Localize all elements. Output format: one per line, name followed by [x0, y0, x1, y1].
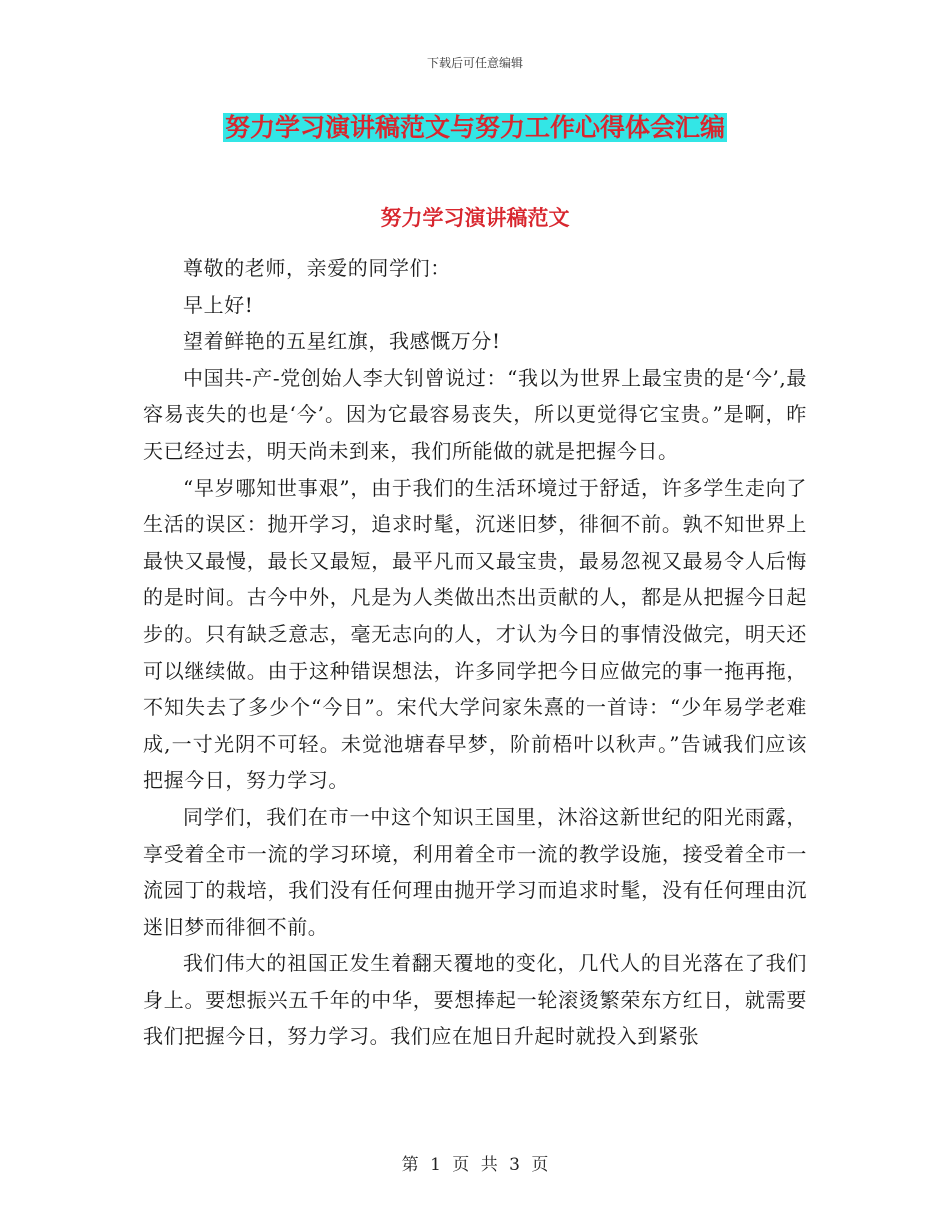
body-text [143, 250, 807, 1055]
paragraph: 中国共-产-党创始人李大钊曾说过：“我以为世界上最宝贵的是‘今’,最容易丧失的也是‘今’。因为它最容易丧失，所以更觉得它宝贵。”是啊，昨天已经过去，明天尚未到来，我们所能做的就是把握今日。 [143, 365, 807, 463]
document-title-text: 努力学习演讲稿范文与努力工作心得体会汇编 [224, 113, 725, 142]
section-title: 努力学习演讲稿范文 [380, 205, 570, 230]
paragraph: 我们伟大的祖国正发生着翻天覆地的变化，几代人的目光落在了我们身上。要想振兴五千年的中华，要想捧起一轮滚烫繁荣东方红日，就需要我们把握今日，努力学习。我们应在旭日升起时就投入到紧张 [143, 951, 807, 1049]
paragraph: 早上好! [183, 292, 254, 317]
paragraph: “早岁哪知世事艰”，由于我们的生活环境过于舒适，许多学生走向了生活的误区：抛开学习，追求时髦，沉迷旧梦，徘徊不前。孰不知世界上最快又最慢，最长又最短，最平凡而又最宝贵，最易忽视又最易令人后悔的是时间。古今中外，凡是为人类做出杰出贡献的人，都是从把握今日起步的。只有缺乏意志，毫无志向的人，才认为今日的事情没做完，明天还可以继续做。由于这种错误想法，许多同学把今日应做完的事一拖再拖，不知失去了多少个“今日”。宋代大学问家朱熹的一首诗：“少年易学老难成,一寸光阴不可轻。未觉池塘春早梦，阶前梧叶以秋声。”告诫我们应该把握今日，努力学习。 [143, 475, 807, 793]
paragraph: 同学们，我们在市一中这个知识王国里，沐浴这新世纪的阳光雨露，享受着全市一流的学习环境，利用着全市一流的教学设施，接受着全市一流园丁的栽培，我们没有任何理由抛开学习而追求时髦，没有任何理由沉迷旧梦而徘徊不前。 [143, 804, 807, 939]
header-note: 下载后可任意编辑 [426, 56, 523, 70]
page-footer: 第 1 页 共 3 页 [401, 1155, 549, 1175]
paragraph: 尊敬的老师，亲爱的同学们： [183, 256, 451, 280]
document-title [0, 110, 950, 146]
paragraph: 望着鲜艳的五星红旗，我感慨万分! [183, 329, 501, 354]
